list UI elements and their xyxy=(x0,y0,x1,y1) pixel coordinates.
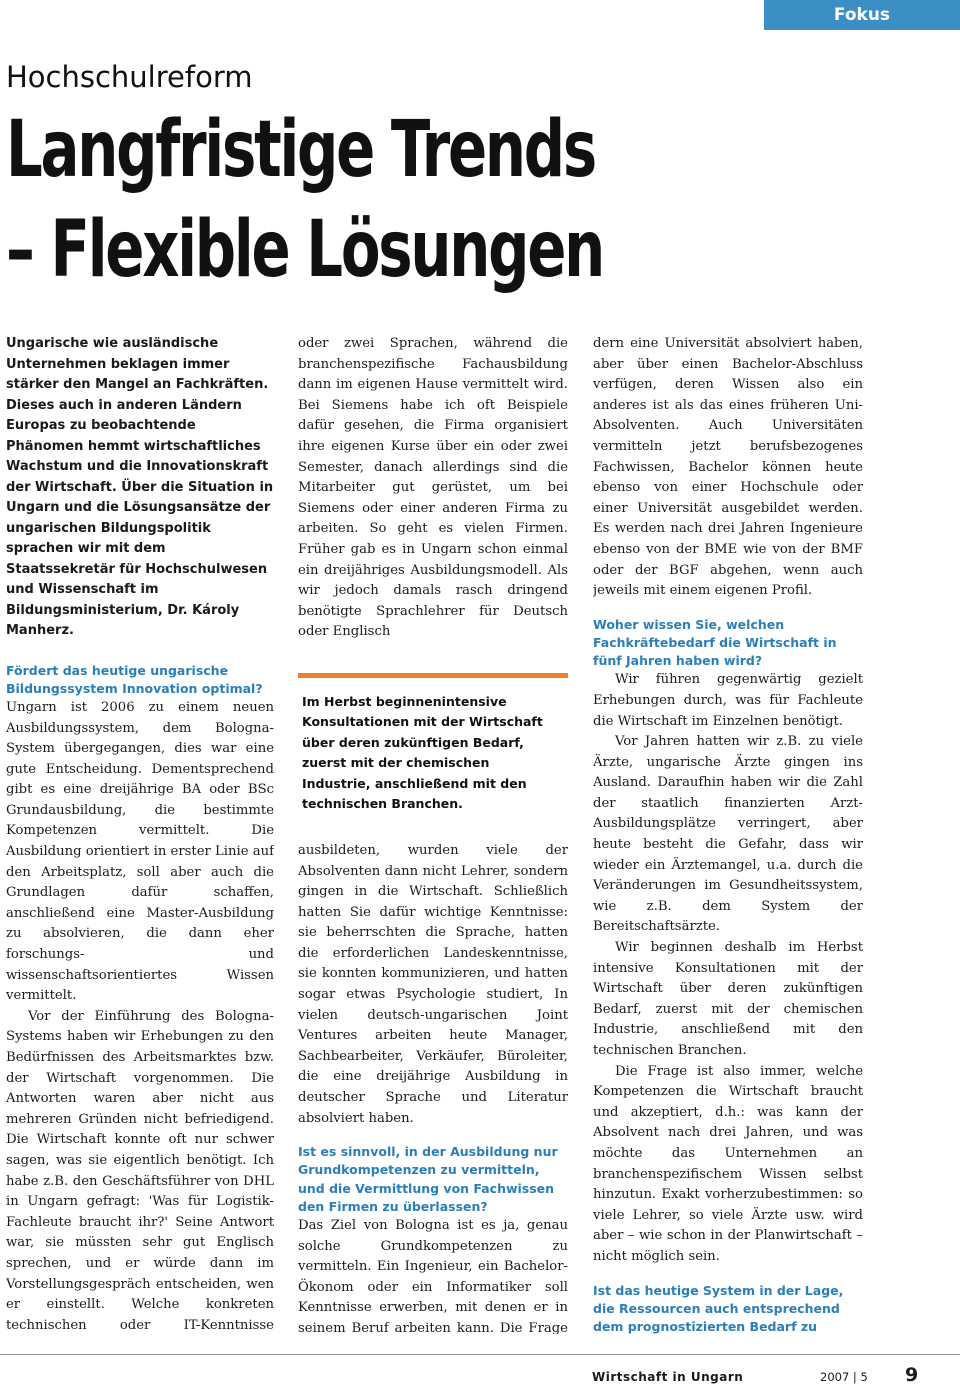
headline xyxy=(6,100,709,300)
column-2-paragraph-1: oder zwei Sprachen, während die branchenspezifische Fachausbildung dann im eigenen Hause vermittelt wird. Bei Siemens habe ich oft Beispiele dafür gesehen, die Firma organisiert ihre eigenen Kurse über ein oder zwei Semester, danach allerdings sind die Mitarbeiter gut gerüstet, um bei Siemens oder einer anderen Firma zu arbeiten. So geht es vielen Firmen. Früher gab es in Ungarn schon einmal ein dreijähriges Ausbildungsmodell. Als wir jedoch damals rasch dringend benötigte Sprachlehrer für Deutsch oder Englisch xyxy=(298,336,568,640)
headline-line-2: – Flexible Lösungen xyxy=(6,205,604,295)
footer-issue: 2007 | 5 xyxy=(820,1370,868,1384)
pull-quote xyxy=(298,673,568,815)
pull-quote-text: Im Herbst beginnenintensive Konsultationen mit der Wirtschaft über deren zukünftigen Bedarf, zuerst mit der chemischen Industrie, anschließend mit den technischen Branchen. xyxy=(302,693,543,812)
answer-1-paragraph-1: Ungarn ist 2006 zu einem neuen Ausbildungssystem, dem Bologna-System übergegangen, dies war eine gute Entscheidung. Dementsprechend gibt es eine dreijährige BA oder BSc Grundausbildung, die bestimmte Kompetenzen vermittelt. Die Ausbildung orientiert in erster Linie auf den Arbeitsplatz, soll aber auch die Grundlagen dafür schaffen, anschließend eine Master-Ausbildung zu absolvieren, die dann eher forschungs- und wissenschaftsorientiertes Wissen vermittelt. xyxy=(6,699,274,1004)
answer-3-paragraph-3: Wir beginnen deshalb im Herbst intensive Konsultationen mit der Wirtschaft über deren zukünftigen Bedarf, zuerst mit der chemischen Industrie, anschließend mit den technischen Branchen. xyxy=(593,940,863,1059)
section-tag: Fokus xyxy=(764,0,960,30)
page-number: 9 xyxy=(905,1364,919,1386)
column-3-paragraph-1: dern eine Universität absolviert haben, aber über einen Bachelor-Abschluss verfügen, deren Wissen also ein anderes ist als das eines früheren Uni-Absolventen. Auch Universitäten vermitteln jetzt berufsbezogenes Fachwissen, Bachelor können heute ebenso von einer Hochschule oder einer Universität ausgebildet werden. Es werden nach drei Jahren Ingenieure ebenso von der BME wie von der BMF oder der BGF abgehen, wenn auch jeweils mit einem eigenen Profil. xyxy=(593,336,863,599)
column-3 xyxy=(593,334,863,1334)
question-1: Fördert das heutige ungarische Bildungssystem Innovation optimal? xyxy=(6,662,263,696)
footer-rule xyxy=(0,1354,960,1355)
column-1 xyxy=(6,334,274,1334)
column-2-paragraph-2: ausbildeten, wurden viele der Absolventen dann nicht Lehrer, sondern gingen in die Wirtschaft. Schließlich hatten Sie dafür wichtige Kenntnisse: sie beherrschten die Sprache, hatten die erforderlichen Landeskenntnisse, sie konnten kommunizieren, und hatten sogar etwas Psychologie studiert, In vielen deutsch-ungarischen Joint Ventures arbeiten heute Manager, Sachbearbeiter, Verkäufer, Büroleiter, die eine dreijährige Ausbildung in deutscher Sprache und Literatur absolviert haben. xyxy=(298,842,568,1126)
answer-3-paragraph-4: Die Frage ist also immer, welche Kompetenzen die Wirtschaft braucht und akzeptiert, d.h.: was kann der Absolvent nach drei Jahren, und was möchte das Unternehmen an branchenspezifischem Wissen selbst hinzutun. Exakt vorherzubestimmen: so viele Lehrer, so viele Ärzte usw. wird aber – wie schon in der Planwirtschaft – nicht möglich sein. xyxy=(593,1063,863,1264)
answer-3-paragraph-1: Wir führen gegenwärtig gezielt Erhebungen durch, was für Fachleute die Wirtschaft im Einzelnen benötigt. xyxy=(593,672,863,729)
answer-2-paragraph-1: Das Ziel von Bologna ist es ja, genau solche Grundkompetenzen zu vermitteln. Ein Ingenieur, ein Bachelor-Ökonom oder ein Informatiker soll Kenntnisse erwerben, mit denen er in seinem Beruf arbeiten kann. Die Frage xyxy=(298,1218,568,1334)
footer-magazine: Wirtschaft in Ungarn xyxy=(592,1370,744,1384)
column-2 xyxy=(298,334,568,1334)
headline-line-1: Langfristige Trends xyxy=(6,105,596,195)
answer-3-paragraph-2: Vor Jahren hatten wir z.B. zu viele Ärzte, ungarische Ärzte gingen ins Ausland. Daraufhin haben wir die Zahl der staatlich finanzierten Arzt-Ausbildungsplätze verringert, aber heute besteht die Gefahr, dass wir wieder ein Ärztemangel, u.a. durch die Veränderungen im Gesundheitssystem, wie z.B. dem System der Bereitschaftsärzte. xyxy=(593,734,863,935)
answer-1-paragraph-2: Vor der Einführung des Bologna-Systems haben wir Erhebungen zu den Bedürfnissen des Arbeitsmarktes bzw. der Wirtschaft vorgenommen. Die Antworten waren aber nicht aus mehreren Gründen nicht befriedigend. Die Wirtschaft konnte oft nur schwer sagen, was sie eigentlich benötigt. Ich habe z.B. den Geschäftsführer von DHL in Ungarn gefragt: 'Was für Logistik-Fachleute braucht ihr?' Seine Antwort war, sie müssten sehr gut Englisch sprechen, und er würde dann im Vorstellungsgespräch entscheiden, wen er einstellt. Welche konkreten technischen oder IT-Kenntnisse xyxy=(6,1008,274,1333)
question-4: Ist das heutige System in der Lage, die Ressourcen auch entsprechend dem prognostizierten Bedarf zu xyxy=(593,1282,844,1334)
question-2: Ist es sinnvoll, in der Ausbildung nur Grundkompetenzen zu vermitteln, und die Vermittlung von Fachwissen den Firmen zu überlassen? xyxy=(298,1144,558,1214)
question-3: Woher wissen Sie, welchen Fachkräftebedarf die Wirtschaft in fünf Jahren haben wird? xyxy=(593,616,837,669)
kicker: Hochschulreform xyxy=(6,60,253,94)
intro-lead: Ungarische wie ausländische Unternehmen beklagen immer stärker den Mangel an Fachkräften. Dieses auch in anderen Ländern Europas zu beobachtende Phänomen hemmt wirtschaftliches Wachstum und die Innovationskraft der Wirtschaft. Über die Situation in Ungarn und die Lösungsansätze der ungarischen Bildungspolitik sprachen wir mit dem Staatssekretär für Hochschulwesen und Wissenschaft im Bildungsministerium, Dr. Károly Manherz. xyxy=(6,336,274,638)
